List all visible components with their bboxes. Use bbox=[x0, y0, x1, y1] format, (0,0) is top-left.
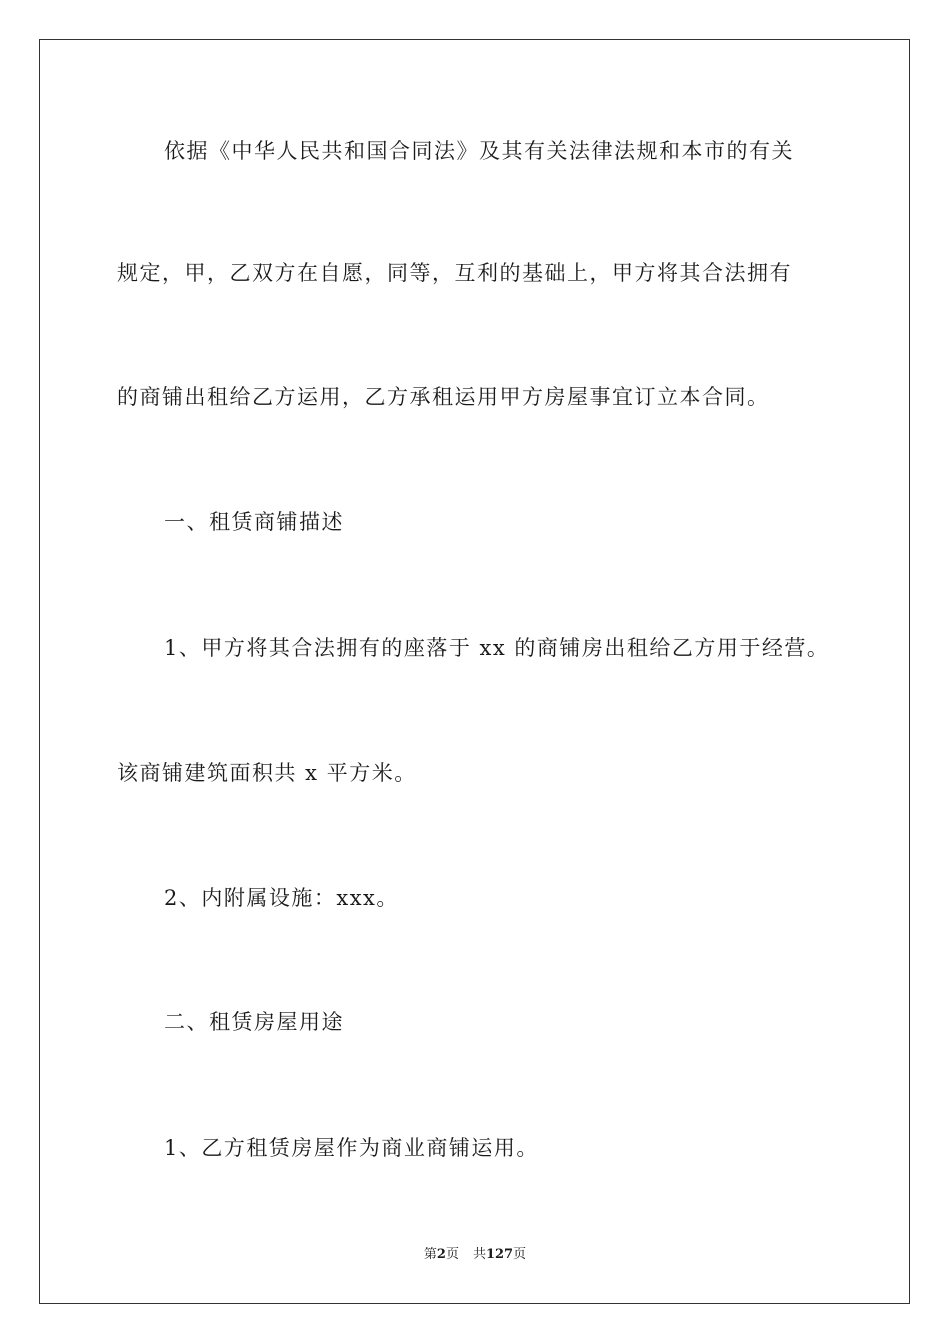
body-line-2: 规定，甲，乙双方在自愿，同等，互利的基础上，甲方将其合法拥有 bbox=[117, 261, 792, 285]
footer-page-suffix: 页 bbox=[445, 1247, 459, 1262]
footer-total-prefix: 共 bbox=[472, 1247, 486, 1262]
body-line-3: 的商铺出租给乙方运用，乙方承租运用甲方房屋事宜订立本合同。 bbox=[117, 385, 770, 409]
body-line-6: 2、内附属设施：xxx。 bbox=[164, 886, 399, 910]
page-footer bbox=[0, 1246, 950, 1264]
footer-total-pages: 127 bbox=[485, 1247, 514, 1262]
body-line-5: 该商铺建筑面积共 x 平方米。 bbox=[117, 761, 417, 785]
body-line-4: 1、甲方将其合法拥有的座落于 xx 的商铺房出租给乙方用于经营。 bbox=[164, 636, 830, 660]
body-line-1: 依据《中华人民共和国合同法》及其有关法律法规和本市的有关 bbox=[164, 139, 794, 163]
section-heading-1: 一、租赁商铺描述 bbox=[164, 510, 344, 534]
section-heading-2: 二、租赁房屋用途 bbox=[164, 1010, 344, 1034]
footer-total-suffix: 页 bbox=[513, 1247, 527, 1262]
footer-page-number: 2 bbox=[436, 1247, 446, 1262]
footer-page-prefix: 第 bbox=[423, 1247, 437, 1262]
page-border bbox=[39, 39, 910, 1304]
body-line-7: 1、乙方租赁房屋作为商业商铺运用。 bbox=[164, 1136, 539, 1160]
